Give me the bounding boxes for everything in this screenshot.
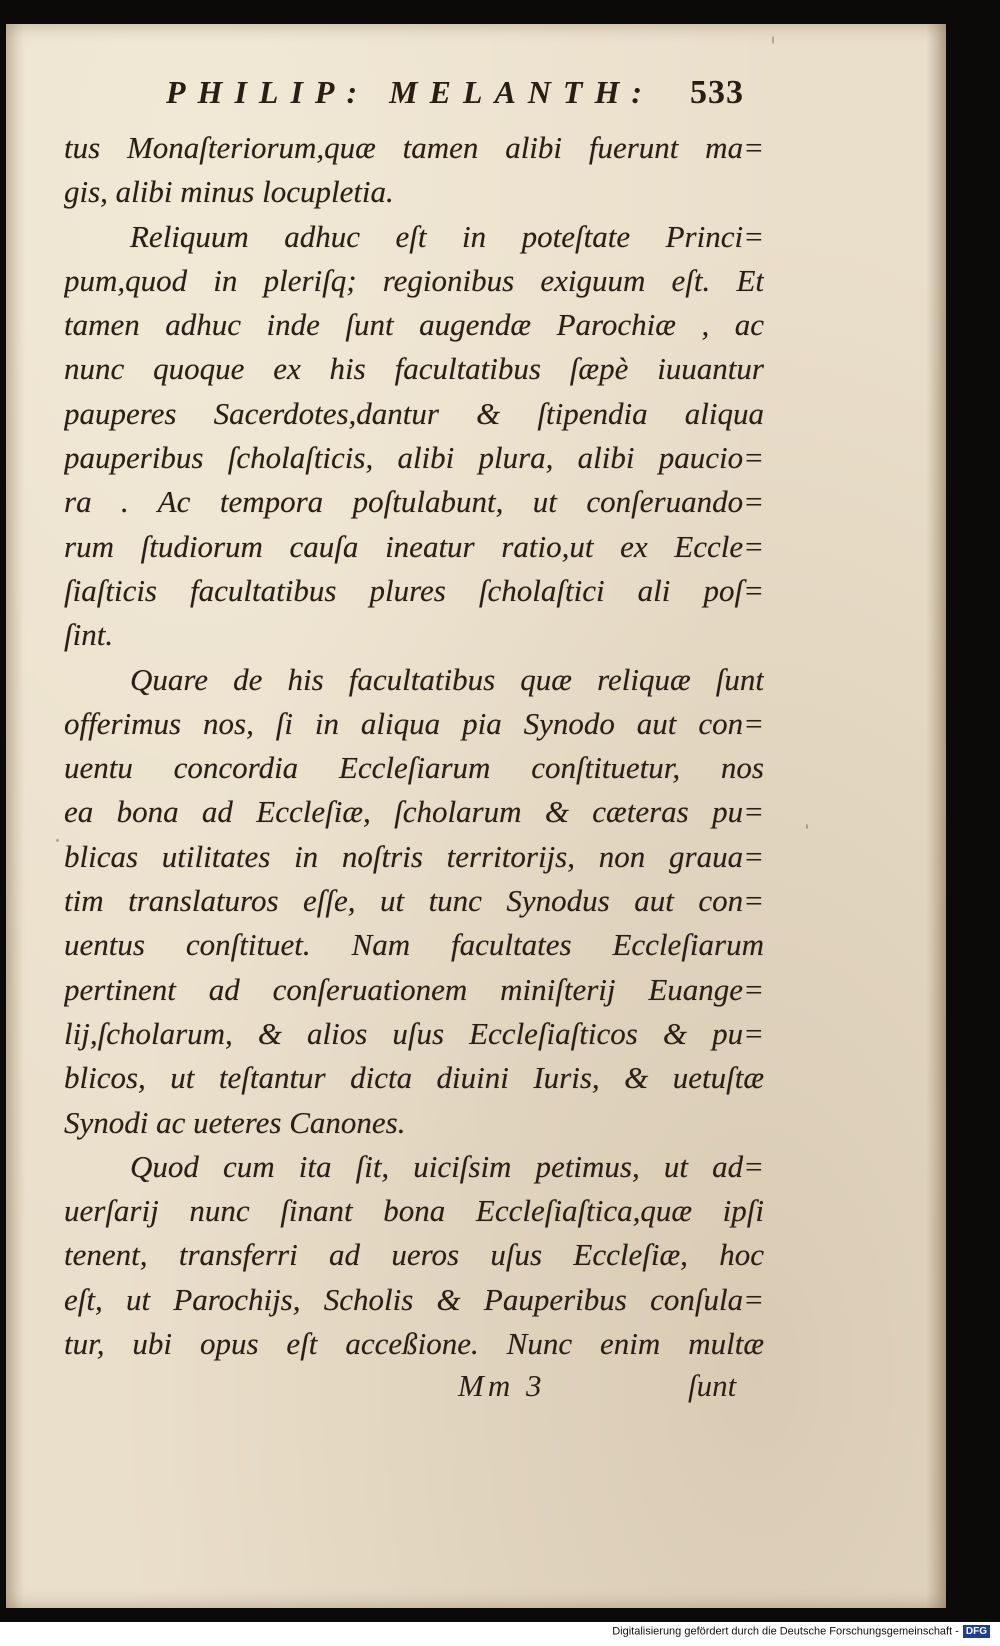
paper-speck bbox=[772, 36, 774, 44]
text-line: uerſarij nunc ſinant bona Eccleſiaſtica,quæ ipſi bbox=[64, 1193, 764, 1229]
text-line: ſint. bbox=[64, 617, 114, 653]
page-footer bbox=[6, 1368, 946, 1418]
catchword: ſunt bbox=[688, 1368, 737, 1403]
signature-mark: Mm 3 bbox=[458, 1368, 546, 1403]
dfg-logo: DFG bbox=[963, 1625, 990, 1638]
text-line: pum,quod in pleriſq; regionibus exiguum eſt. Et bbox=[64, 262, 764, 298]
text-line: tenent, transferri ad ueros uſus Eccleſiæ, hoc bbox=[64, 1237, 764, 1273]
text-line: Reliquum adhuc eſt in poteſtate Princi= bbox=[130, 218, 764, 254]
text-line: tim translaturos eſſe, ut tunc Synodus aut con= bbox=[64, 883, 764, 919]
text-line: rum ſtudiorum cauſa ineatur ratio,ut ex Eccle= bbox=[64, 528, 764, 564]
running-head-title: PHILIP: MELANTH: bbox=[166, 74, 654, 110]
funding-credit bbox=[612, 1625, 990, 1638]
text-line: nunc quoque ex his facultatibus ſæpè iuuantur bbox=[64, 351, 764, 387]
paper-speck bbox=[806, 824, 808, 829]
text-line: Quare de his facultatibus quæ reliquæ ſunt bbox=[130, 661, 764, 697]
book-page bbox=[6, 24, 946, 1608]
text-line: ſiaſticis facultatibus plures ſcholaſtici ali poſ= bbox=[64, 572, 764, 608]
paper-speck bbox=[56, 839, 59, 842]
body-text bbox=[64, 126, 764, 1366]
funding-credit-text: Digitalisierung gefördert durch die Deutsche Forschungsgemeinschaft - bbox=[612, 1625, 959, 1638]
text-line: blicas utilitates in noſtris territorijs, non graua= bbox=[64, 838, 764, 874]
text-line: blicos, ut teſtantur dicta diuini Iuris, & uetuſtæ bbox=[64, 1060, 764, 1096]
text-line: tus Monaſteriorum,quæ tamen alibi fuerunt ma= bbox=[64, 130, 764, 165]
text-line: pauperes Sacerdotes,dantur & ſtipendia aliqua bbox=[64, 395, 764, 431]
text-line: eſt, ut Parochijs, Scholis & Pauperibus conſula= bbox=[64, 1281, 764, 1317]
text-line: ra . Ac tempora poſtulabunt, ut conſeruando= bbox=[64, 484, 764, 520]
running-head bbox=[6, 74, 946, 124]
text-line: uentus conſtituet. Nam facultates Eccleſiarum bbox=[64, 927, 764, 963]
text-line: pauperibus ſcholaſticis, alibi plura, alibi paucio= bbox=[64, 440, 764, 476]
text-line: ea bona ad Eccleſiæ, ſcholarum & cæteras pu= bbox=[64, 794, 764, 830]
page-number: 533 bbox=[690, 74, 744, 111]
text-line: tamen adhuc inde ſunt augendæ Parochiæ , ac bbox=[64, 307, 764, 343]
text-line: offerimus nos, ſi in aliqua pia Synodo aut con= bbox=[64, 705, 764, 741]
text-line: gis, alibi minus locupletia. bbox=[64, 174, 394, 210]
text-line: lij,ſcholarum, & alios uſus Eccleſiaſticos & pu= bbox=[64, 1015, 764, 1051]
text-line: Synodi ac ueteres Canones. bbox=[64, 1104, 406, 1140]
text-line: tur, ubi opus eſt acceßione. Nunc enim multæ bbox=[64, 1326, 764, 1362]
text-line: Quod cum ita ſit, uiciſsim petimus, ut ad= bbox=[130, 1148, 764, 1184]
text-line: uentu concordia Eccleſiarum conſtituetur, nos bbox=[64, 750, 764, 786]
text-line: pertinent ad conſeruationem miniſterij Euange= bbox=[64, 971, 764, 1007]
credit-bar bbox=[0, 1622, 1000, 1646]
